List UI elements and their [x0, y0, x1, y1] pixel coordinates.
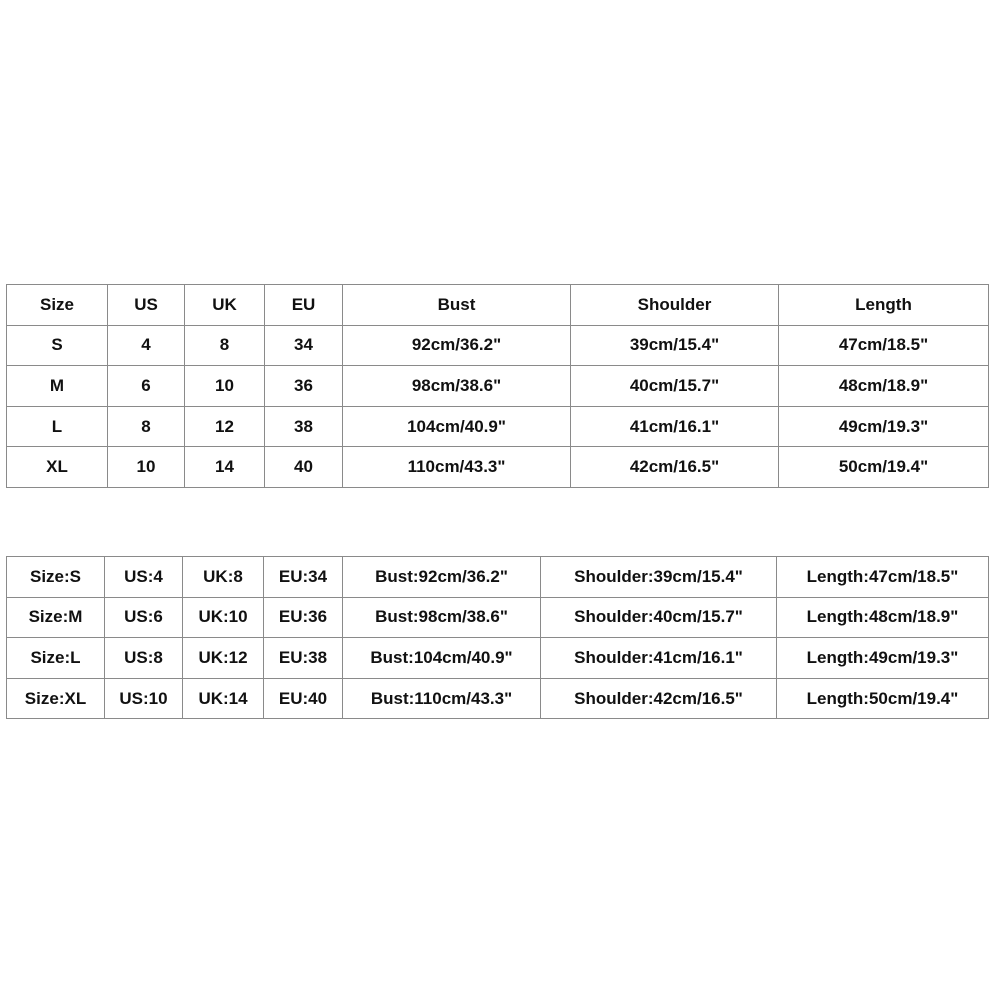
- table-row: [7, 366, 989, 407]
- cell-us: 10: [108, 447, 185, 488]
- cell-shoulder: Shoulder:39cm/15.4": [541, 557, 777, 598]
- cell-length: 48cm/18.9": [779, 366, 989, 407]
- cell-uk: UK:8: [183, 557, 264, 598]
- cell-bust: 98cm/38.6": [343, 366, 571, 407]
- cell-bust: 110cm/43.3": [343, 447, 571, 488]
- table-row: [7, 678, 989, 719]
- cell-length: 50cm/19.4": [779, 447, 989, 488]
- cell-us: 8: [108, 406, 185, 447]
- header-bust: Bust: [343, 285, 571, 326]
- cell-bust: Bust:98cm/38.6": [343, 597, 541, 638]
- header-uk: UK: [185, 285, 265, 326]
- table-header-row: [7, 285, 989, 326]
- table-row: [7, 597, 989, 638]
- header-eu: EU: [265, 285, 343, 326]
- cell-bust: Bust:110cm/43.3": [343, 678, 541, 719]
- cell-us: US:6: [105, 597, 183, 638]
- cell-uk: UK:14: [183, 678, 264, 719]
- header-us: US: [108, 285, 185, 326]
- cell-us: US:8: [105, 638, 183, 679]
- cell-size: Size:L: [7, 638, 105, 679]
- cell-shoulder: 39cm/15.4": [571, 325, 779, 366]
- table-row: [7, 325, 989, 366]
- table-row: [7, 447, 989, 488]
- cell-us: 4: [108, 325, 185, 366]
- cell-eu: EU:34: [264, 557, 343, 598]
- header-size: Size: [7, 285, 108, 326]
- cell-eu: EU:38: [264, 638, 343, 679]
- cell-uk: UK:12: [183, 638, 264, 679]
- cell-size: M: [7, 366, 108, 407]
- cell-us: 6: [108, 366, 185, 407]
- cell-eu: 34: [265, 325, 343, 366]
- cell-eu: EU:36: [264, 597, 343, 638]
- cell-bust: Bust:104cm/40.9": [343, 638, 541, 679]
- cell-eu: 36: [265, 366, 343, 407]
- cell-shoulder: 40cm/15.7": [571, 366, 779, 407]
- cell-uk: 14: [185, 447, 265, 488]
- cell-length: Length:49cm/19.3": [777, 638, 989, 679]
- cell-length: 47cm/18.5": [779, 325, 989, 366]
- size-chart-table: [6, 284, 989, 488]
- size-chart-labeled-table: [6, 556, 989, 719]
- table-row: [7, 557, 989, 598]
- cell-bust: 104cm/40.9": [343, 406, 571, 447]
- cell-us: US:10: [105, 678, 183, 719]
- cell-size: Size:XL: [7, 678, 105, 719]
- cell-uk: 8: [185, 325, 265, 366]
- header-shoulder: Shoulder: [571, 285, 779, 326]
- cell-uk: 10: [185, 366, 265, 407]
- cell-size: XL: [7, 447, 108, 488]
- cell-length: Length:47cm/18.5": [777, 557, 989, 598]
- cell-size: Size:M: [7, 597, 105, 638]
- cell-uk: 12: [185, 406, 265, 447]
- cell-eu: 38: [265, 406, 343, 447]
- cell-shoulder: Shoulder:41cm/16.1": [541, 638, 777, 679]
- cell-length: 49cm/19.3": [779, 406, 989, 447]
- cell-bust: 92cm/36.2": [343, 325, 571, 366]
- cell-us: US:4: [105, 557, 183, 598]
- cell-uk: UK:10: [183, 597, 264, 638]
- header-length: Length: [779, 285, 989, 326]
- cell-length: Length:50cm/19.4": [777, 678, 989, 719]
- cell-size: Size:S: [7, 557, 105, 598]
- cell-shoulder: 42cm/16.5": [571, 447, 779, 488]
- cell-shoulder: Shoulder:42cm/16.5": [541, 678, 777, 719]
- cell-shoulder: Shoulder:40cm/15.7": [541, 597, 777, 638]
- cell-length: Length:48cm/18.9": [777, 597, 989, 638]
- cell-eu: EU:40: [264, 678, 343, 719]
- cell-size: S: [7, 325, 108, 366]
- cell-shoulder: 41cm/16.1": [571, 406, 779, 447]
- table-row: [7, 406, 989, 447]
- table-row: [7, 638, 989, 679]
- cell-size: L: [7, 406, 108, 447]
- cell-bust: Bust:92cm/36.2": [343, 557, 541, 598]
- cell-eu: 40: [265, 447, 343, 488]
